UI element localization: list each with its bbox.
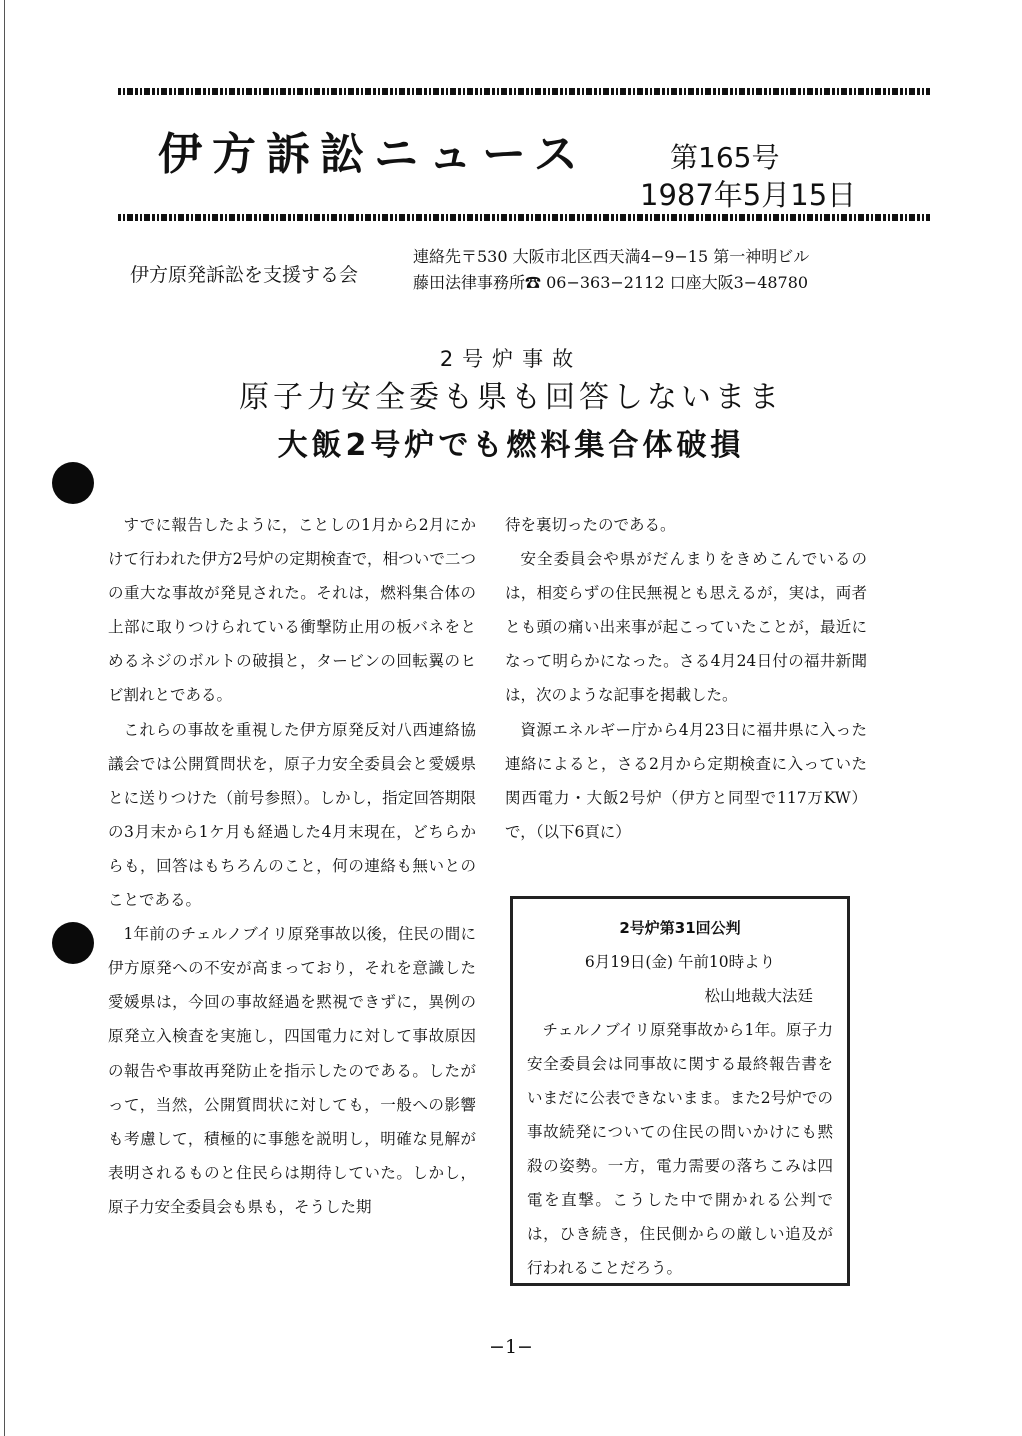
- headline-line-2: 大飯2号炉でも燃料集合体破損: [277, 428, 745, 463]
- trial-text: チェルノブイリ原発事故から1年。原子力安全委員会は同事故に関する最終報告書をいまだに公表できないまま。また2号炉での事故続発についての住民の問いかけにも黙殺の姿勢。一方，電力需要の落ちこみは四電を直撃。こうした中で開かれる公判では，ひき続き，住民側からの厳しい追及が行われることだろう。: [527, 1021, 833, 1277]
- article-paragraph: 安全委員会や県がだんまりをきめこんでいるのは，相変らずの住民無視とも思えるが，実は，両者とも頭の痛い出来事が起こっていたことが，最近になって明らかになった。さる4月24日付の福井新聞は，次のような記事を掲載した。: [505, 550, 867, 705]
- article-column-left: [108, 508, 476, 1224]
- article-paragraph: 資源エネルギー庁から4月23日に福井県に入った連絡によると，さる2月から定期検査に入っていた関西電力・大飯2号炉（伊方と同型で117万KW）で，（以下6頁に）: [505, 720, 867, 841]
- article-paragraph: 1年前のチェルノブイリ原発事故以後，住民の間に伊方原発への不安が高まっており，それを意識した愛媛県は，今回の事故経過を黙視できずに，異例の原発立入検査を実施し，四国電力に対して事故原因の報告や事故再発防止を指示したのである。したがって，当然，公開質問状に対しても，一般への影響も考慮して，積極的に事態を説明し，明確な見解が表明されるものと住民らは期待していた。しかし，原子力安全委員会も県も，そうした期: [108, 925, 476, 1216]
- punch-hole-bottom: [52, 922, 94, 964]
- trial-venue: 松山地裁大法廷: [704, 987, 813, 1005]
- trial-notice-box: [510, 896, 850, 1286]
- contact-block: [413, 244, 809, 296]
- trial-title: 2号炉第31回公判: [619, 919, 741, 937]
- article-column-right: [505, 508, 867, 849]
- punch-hole-top: [52, 462, 94, 504]
- article-paragraph: すでに報告したように，ことしの1月から2月にかけて行われた伊方2号炉の定期検査で，相ついで二つの重大な事故が発見された。それは，燃料集合体の上部に取りつけられている衝撃防止用の板バネをとめるネジのボルトの破損と，タービンの回転翼のヒビ割れとである。: [108, 516, 476, 705]
- issue-number: 第165号: [670, 141, 780, 174]
- contact-phone: 藤田法律事務所☎ 06−363−2112 口座大阪3−48780: [413, 273, 809, 292]
- scan-edge-line: [4, 0, 5, 1436]
- contact-address: 連絡先〒530 大阪市北区西天満4−9−15 第一神明ビル: [413, 247, 810, 266]
- decorative-rule-top: [118, 88, 930, 95]
- article-paragraph: これらの事故を重視した伊方原発反対八西連絡協議会では公開質問状を，原子力安全委員会と愛媛県とに送りつけた（前号参照）。しかし，指定回答期限の3月末から1ケ月も経過した4月末現在，どちらからも，回答はもちろんのこと，何の連絡も無いとのことである。: [108, 720, 476, 910]
- article-paragraph: 待を裏切ったのである。: [505, 516, 676, 534]
- headline-line-1: 原子力安全委も県も回答しないまま: [239, 380, 783, 415]
- masthead-title: 伊方訴訟ニュース: [158, 129, 588, 180]
- publisher-name: 伊方原発訴訟を支援する会: [130, 264, 359, 286]
- page-number: −1−: [489, 1336, 533, 1358]
- decorative-rule-bottom: [118, 214, 930, 221]
- issue-date: 1987年5月15日: [640, 178, 857, 212]
- headline-kicker: 2号炉事故: [439, 347, 583, 371]
- trial-date: 6月19日(金) 午前10時より: [584, 953, 776, 971]
